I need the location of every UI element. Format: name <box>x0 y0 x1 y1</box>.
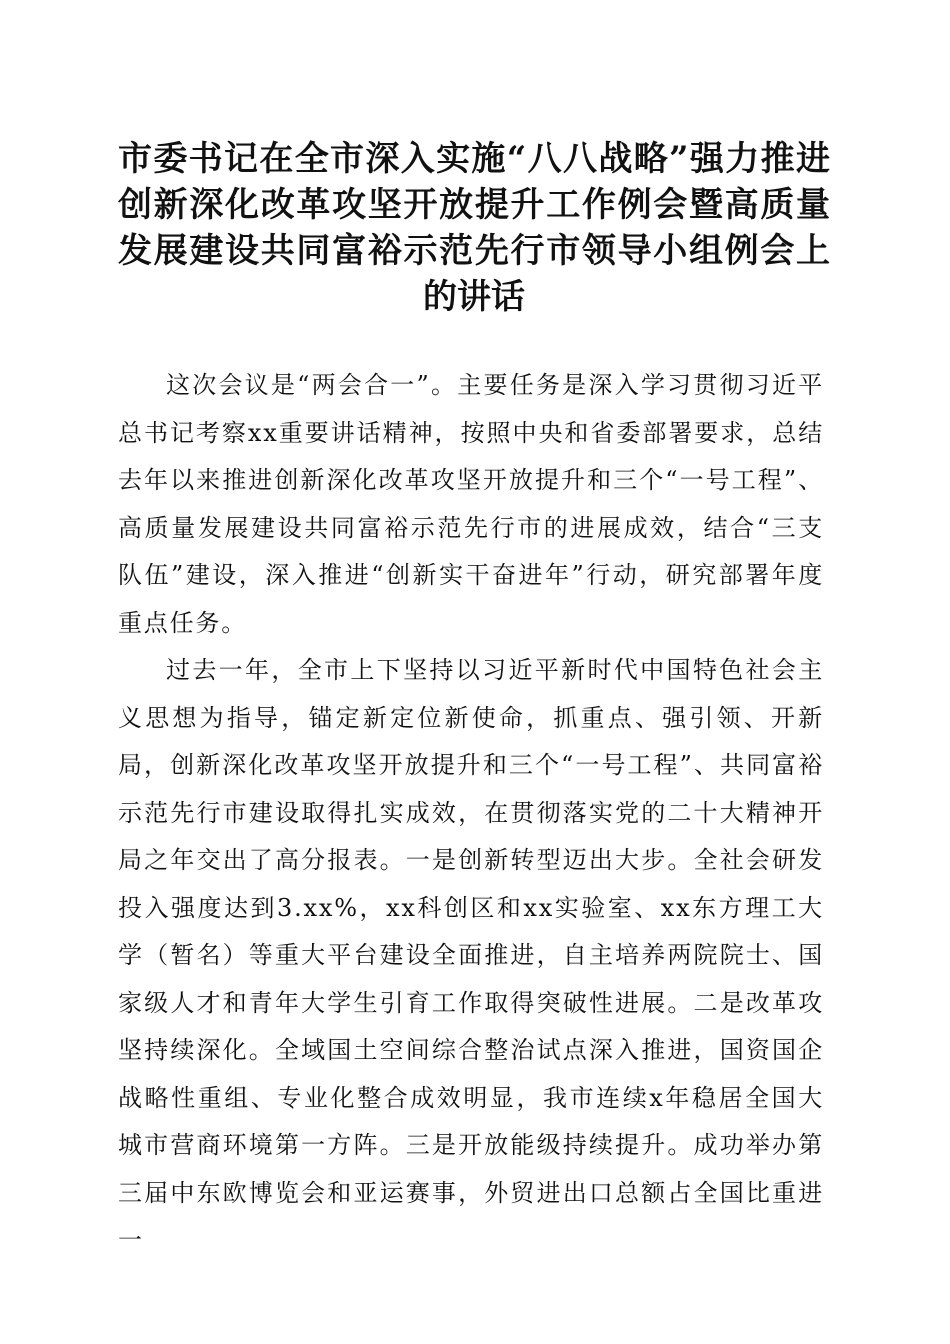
document-title: 市委书记在全市深入实施“八八战略”强力推进创新深化改革攻坚开放提升工作例会暨高质量发展建设共同富裕示范先行市领导小组例会上的讲话 <box>118 139 830 317</box>
paragraph-meeting-intro: 这次会议是“两会合一”。主要任务是深入学习贯彻习近平总书记考察xx重要讲话精神，按照中央和省委部署要求，总结去年以来推进创新深化改革攻坚开放提升和三个“一号工程”、高质量发展建设共同富裕示范先行市的进展成效，结合“三支队伍”建设，深入推进“创新实干奋进年”行动，研究部署年度重点任务。 <box>118 371 824 637</box>
paragraph-past-year-review: 过去一年，全市上下坚持以习近平新时代中国特色社会主义思想为指导，锚定新定位新使命，抓重点、强引领、开新局，创新深化改革攻坚开放提升和三个“一号工程”、共同富裕示范先行市建设取得扎实成效，在贯彻落实党的二十大精神开局之年交出了高分报表。一是创新转型迈出大步。全社会研发投入强度达到3.xx%，xx科创区和xx实验室、xx东方理工大学（暂名）等重大平台建设全面推进，自主培养两院院士、国家级人才和青年大学生引育工作取得突破性进展。二是改革攻坚持续深化。全域国土空间综合整治试点深入推进，国资国企战略性重组、专业化整合成效明显，我市连续x年稳居全国大城市营商环境第一方阵。三是开放能级持续提升。成功举办第三届中东欧博览会和亚运赛事，外贸进出口总额占全国比重进一 <box>118 656 824 1254</box>
document-body <box>118 362 824 1265</box>
